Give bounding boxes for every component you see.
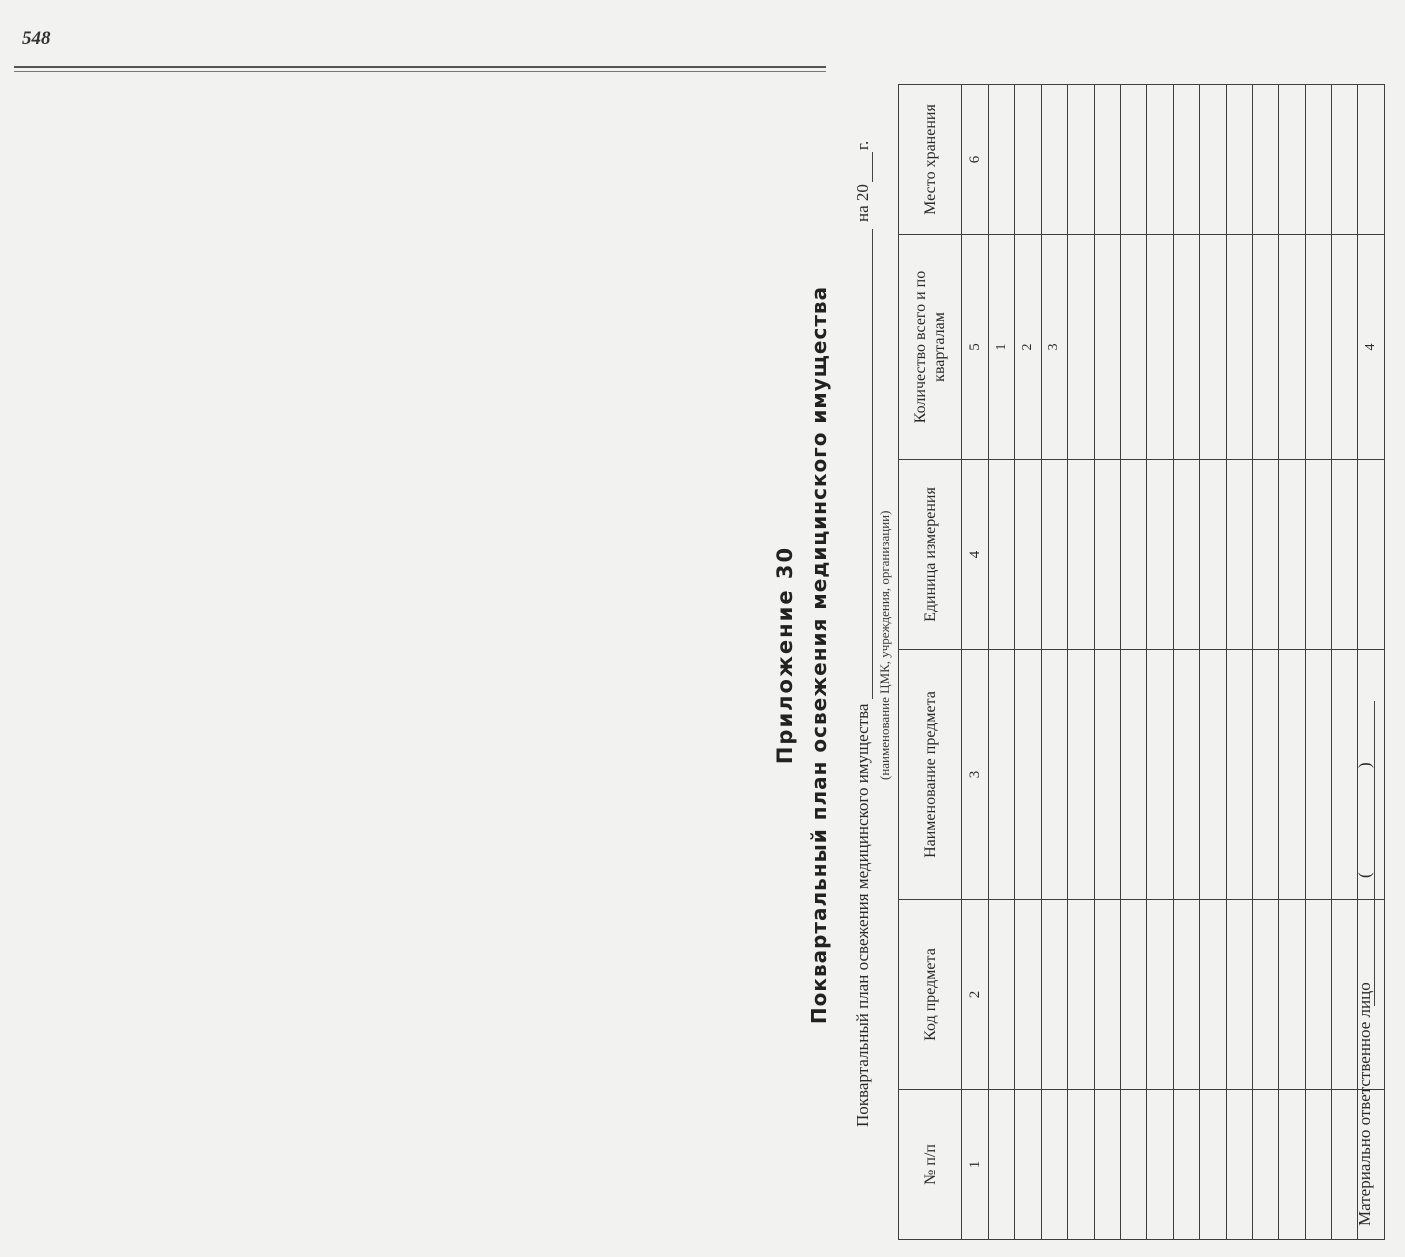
quantity-cell[interactable] bbox=[1226, 235, 1252, 460]
table-cell[interactable] bbox=[989, 900, 1015, 1090]
quantity-cell[interactable] bbox=[1200, 235, 1226, 460]
signature-label: Материально ответственное лицо bbox=[1355, 982, 1374, 1226]
rotated-sheet bbox=[765, 70, 1405, 1240]
quantity-cell[interactable] bbox=[1252, 235, 1278, 460]
table-row bbox=[1094, 85, 1120, 1240]
table-cell[interactable] bbox=[1332, 1090, 1358, 1240]
table-cell[interactable] bbox=[1147, 85, 1173, 235]
table-row bbox=[1147, 85, 1173, 1240]
table-cell[interactable] bbox=[1226, 900, 1252, 1090]
signature-paren-open: ( bbox=[1355, 872, 1374, 878]
column-number: 6 bbox=[962, 85, 989, 235]
signature-line bbox=[1355, 526, 1381, 1226]
column-number-row bbox=[962, 85, 989, 1240]
table-cell[interactable] bbox=[1200, 900, 1226, 1090]
table-cell[interactable] bbox=[1094, 1090, 1120, 1240]
table-cell[interactable] bbox=[1305, 460, 1331, 650]
table-cell[interactable] bbox=[1173, 460, 1199, 650]
table-cell[interactable] bbox=[1147, 900, 1173, 1090]
header-cell: Количество всего и по кварталам bbox=[899, 235, 962, 460]
table-cell[interactable] bbox=[1252, 900, 1278, 1090]
table-cell[interactable] bbox=[1173, 650, 1199, 900]
table-cell[interactable] bbox=[1068, 460, 1094, 650]
table-cell[interactable] bbox=[1305, 650, 1331, 900]
table-cell[interactable] bbox=[1120, 1090, 1146, 1240]
table-cell[interactable] bbox=[1173, 85, 1199, 235]
quantity-cell[interactable] bbox=[1068, 235, 1094, 460]
table-cell[interactable] bbox=[1015, 85, 1041, 235]
header-cell: Наименование предмета bbox=[899, 650, 962, 900]
table-cell[interactable] bbox=[1120, 650, 1146, 900]
table-cell[interactable] bbox=[1094, 85, 1120, 235]
form-label: Поквартальный план освежения медицинского имущества bbox=[853, 703, 872, 1127]
table-row bbox=[1120, 85, 1146, 1240]
table-cell[interactable] bbox=[1332, 650, 1358, 900]
quantity-cell[interactable]: 2 bbox=[1015, 235, 1041, 460]
quantity-cell[interactable]: 4 bbox=[1358, 235, 1384, 460]
quantity-cell[interactable] bbox=[1120, 235, 1146, 460]
table-cell[interactable] bbox=[1068, 650, 1094, 900]
table-cell[interactable] bbox=[1068, 1090, 1094, 1240]
table-cell[interactable] bbox=[989, 460, 1015, 650]
year-prefix: на 20 bbox=[853, 184, 872, 222]
quantity-cell[interactable]: 3 bbox=[1041, 235, 1067, 460]
table-cell[interactable] bbox=[1147, 650, 1173, 900]
table-row bbox=[1041, 85, 1067, 1240]
table-cell[interactable] bbox=[1200, 460, 1226, 650]
year-suffix: г. bbox=[853, 140, 872, 151]
table-cell[interactable] bbox=[1041, 1090, 1067, 1240]
table-cell[interactable] bbox=[1226, 650, 1252, 900]
table-cell[interactable] bbox=[1226, 85, 1252, 235]
table-cell[interactable] bbox=[989, 85, 1015, 235]
page-number: 548 bbox=[22, 28, 51, 49]
form-caption: (наименование ЦМК, учреждения, организации) bbox=[877, 510, 892, 780]
table-cell[interactable] bbox=[1332, 85, 1358, 235]
column-number: 1 bbox=[962, 1090, 989, 1240]
table-cell[interactable] bbox=[1252, 460, 1278, 650]
header-cell: Место хранения bbox=[899, 85, 962, 235]
table-cell[interactable] bbox=[1041, 460, 1067, 650]
table-row bbox=[989, 85, 1015, 1240]
table-cell[interactable] bbox=[1279, 85, 1305, 235]
year-blank[interactable] bbox=[856, 152, 873, 182]
table-cell[interactable] bbox=[1094, 460, 1120, 650]
table-cell[interactable] bbox=[1015, 900, 1041, 1090]
table-row bbox=[1173, 85, 1199, 1240]
table-cell[interactable] bbox=[1252, 1090, 1278, 1240]
table-cell[interactable] bbox=[989, 650, 1015, 900]
table-cell[interactable] bbox=[1015, 650, 1041, 900]
table-row bbox=[1226, 85, 1252, 1240]
table-cell[interactable] bbox=[1252, 85, 1278, 235]
table-cell[interactable] bbox=[1147, 1090, 1173, 1240]
column-number: 5 bbox=[962, 235, 989, 460]
table-cell[interactable] bbox=[1173, 900, 1199, 1090]
table-row bbox=[1068, 85, 1094, 1240]
table-row bbox=[1015, 85, 1041, 1240]
header-cell: Код предмета bbox=[899, 900, 962, 1090]
table-cell[interactable] bbox=[1279, 460, 1305, 650]
table-cell[interactable] bbox=[1279, 900, 1305, 1090]
column-number: 4 bbox=[962, 460, 989, 650]
table-row bbox=[1252, 85, 1278, 1240]
signature-blank[interactable] bbox=[1374, 701, 1375, 1006]
header-rule-thin bbox=[14, 71, 826, 72]
table-cell[interactable] bbox=[1068, 900, 1094, 1090]
signature-paren-close: ) bbox=[1355, 762, 1374, 768]
table-cell[interactable] bbox=[1147, 460, 1173, 650]
table-cell[interactable] bbox=[1305, 85, 1331, 235]
table-cell[interactable] bbox=[1041, 650, 1067, 900]
table-cell[interactable] bbox=[1041, 900, 1067, 1090]
table-cell[interactable] bbox=[1041, 85, 1067, 235]
table-cell[interactable] bbox=[1279, 650, 1305, 900]
year-field bbox=[853, 141, 873, 222]
table-cell[interactable] bbox=[1173, 1090, 1199, 1240]
organization-blank[interactable] bbox=[872, 229, 873, 699]
table-cell[interactable] bbox=[1094, 650, 1120, 900]
quantity-cell[interactable] bbox=[1305, 235, 1331, 460]
quantity-cell[interactable] bbox=[1173, 235, 1199, 460]
table-cell[interactable] bbox=[1094, 900, 1120, 1090]
document-title: Поквартальный план освежения медицинского имущества bbox=[807, 285, 831, 1025]
quantity-cell[interactable]: 1 bbox=[989, 235, 1015, 460]
table-cell[interactable] bbox=[1120, 900, 1146, 1090]
table-cell[interactable] bbox=[1200, 1090, 1226, 1240]
table-cell[interactable] bbox=[1332, 900, 1358, 1090]
table-row bbox=[1305, 85, 1331, 1240]
table-row bbox=[1200, 85, 1226, 1240]
table-cell[interactable] bbox=[1252, 650, 1278, 900]
table-cell[interactable] bbox=[1015, 460, 1041, 650]
table-cell[interactable] bbox=[1305, 900, 1331, 1090]
table-cell[interactable] bbox=[1226, 1090, 1252, 1240]
column-number: 2 bbox=[962, 900, 989, 1090]
header-cell: Единица измерения bbox=[899, 460, 962, 650]
table-cell[interactable] bbox=[989, 1090, 1015, 1240]
table-cell[interactable] bbox=[1200, 650, 1226, 900]
table-cell[interactable] bbox=[1068, 85, 1094, 235]
table-cell[interactable] bbox=[1200, 85, 1226, 235]
table-row bbox=[1279, 85, 1305, 1240]
column-number: 3 bbox=[962, 650, 989, 900]
table-cell[interactable] bbox=[1279, 1090, 1305, 1240]
table-cell[interactable] bbox=[1120, 85, 1146, 235]
table-row bbox=[1332, 85, 1358, 1240]
header-rule bbox=[14, 66, 826, 68]
table-cell[interactable] bbox=[1332, 460, 1358, 650]
table-cell[interactable] bbox=[1015, 1090, 1041, 1240]
header-cell: № п/п bbox=[899, 1090, 962, 1240]
quantity-cell[interactable] bbox=[1147, 235, 1173, 460]
table-cell[interactable] bbox=[1305, 1090, 1331, 1240]
plan-table bbox=[898, 84, 1385, 1240]
quantity-cell[interactable] bbox=[1332, 235, 1358, 460]
table-cell[interactable] bbox=[1358, 85, 1384, 235]
quantity-cell[interactable] bbox=[1279, 235, 1305, 460]
form-line bbox=[853, 117, 877, 1127]
quantity-cell[interactable] bbox=[1094, 235, 1120, 460]
table-cell[interactable] bbox=[1226, 460, 1252, 650]
appendix-title: Приложение 30 bbox=[773, 545, 797, 765]
table-cell[interactable] bbox=[1120, 460, 1146, 650]
